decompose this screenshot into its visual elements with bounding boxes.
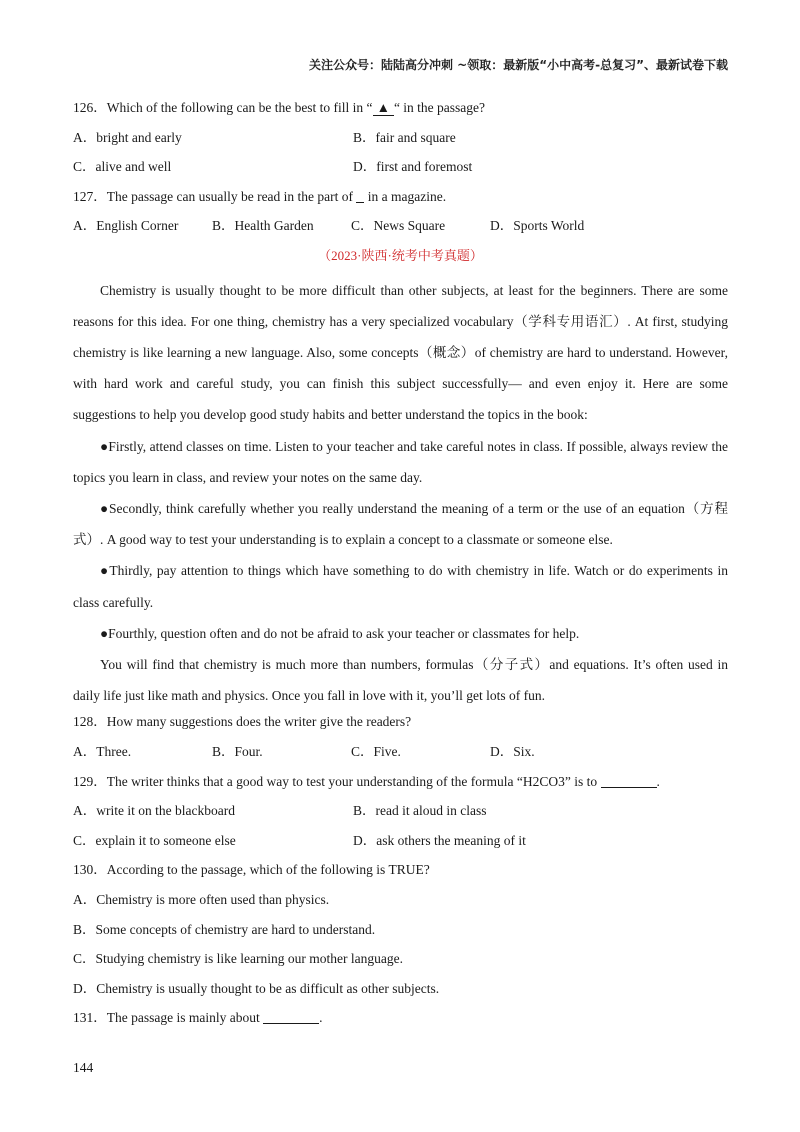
question-stem-end: in a magazine. (367, 188, 447, 204)
question-number: 130． (73, 862, 107, 878)
question-128 (73, 711, 728, 741)
passage-paragraph: Chemistry is usually thought to be more difficult than other subjects, at least for the beginners. There are some reasons for this idea. For one thing, chemistry has a very specialized vocabulary（学科专用语汇）. At first, studying chemistry is like learning a new language. Also, some concepts（概念）of chemistry are hard to understand. However, with hard work and careful study, you can finish this subject successfully— and even enjoy it. Here are some suggestions to help you develop good study habits and better understand the topics in the book: (73, 282, 728, 423)
question-number: 126． (73, 100, 107, 115)
option-a: A．English Corner (73, 218, 179, 234)
passage-paragraph: You will find that chemistry is much more than numbers, formulas（分子式）and equations. It’s often used in daily life just like math and physics. Once you fall in love with it, you’ll get lots of fun. (73, 657, 728, 704)
question-stem-end: “ in the passage? (393, 100, 486, 115)
question-number: 128． (73, 714, 107, 730)
question-stem: The passage can usually be read in the part of (106, 188, 354, 204)
passage-suggestion: ●Fourthly, question often and do not be afraid to ask your teacher or classmates for help. (100, 625, 580, 641)
options-row (73, 741, 728, 771)
answer-blank (356, 188, 364, 203)
question-131 (73, 1007, 728, 1037)
option-d: D．first and foremost (353, 159, 473, 175)
option-a: A．Chemistry is more often used than physics. (73, 891, 330, 907)
option-c: C．alive and well (73, 159, 172, 175)
option-b: B．Health Garden (212, 218, 314, 234)
option-b: B．Some concepts of chemistry are hard to understand. (73, 921, 376, 937)
page-number: 144 (73, 1060, 94, 1075)
answer-blank (263, 1009, 319, 1024)
question-number: 127． (73, 188, 107, 204)
question-number: 129． (73, 773, 107, 789)
options-row (73, 156, 728, 186)
question-stem-end: . (319, 1010, 323, 1026)
option-a: A．Three. (73, 744, 132, 759)
option-a: A．bright and early (73, 129, 182, 145)
question-stem: According to the passage, which of the following is TRUE? (106, 862, 430, 878)
option-d: D．Sports World (490, 218, 585, 234)
option-d: D．ask others the meaning of it (353, 832, 526, 848)
option-b: B．Four. (212, 744, 263, 759)
page-header: 关注公众号：陆陆高分冲刺 ~领取：最新版“小中高考-总复习”、最新试卷下载 (309, 58, 728, 72)
options-row (73, 127, 728, 157)
passage-suggestion: ●Secondly, think carefully whether you really understand the meaning of a term or the use of an equation（方程式）. A good way to test your understanding is to explain a concept to a classmate or someone else. (73, 500, 728, 548)
question-number: 131． (73, 1010, 107, 1026)
question-stem: The writer thinks that a good way to test your understanding of the formula “H2CO3” is to (106, 773, 598, 789)
option-d: D．Six. (490, 744, 535, 759)
option-c: C．Studying chemistry is like learning our mother language. (73, 951, 403, 967)
question-stem: Which of the following can be the best to fill in “ (106, 100, 373, 115)
question-stem: The passage is mainly about (106, 1010, 260, 1026)
triangle-marker-icon: ▲ (373, 100, 394, 116)
options-row (73, 830, 728, 860)
document-body (73, 97, 728, 1037)
option-b: B．read it aloud in class (353, 803, 487, 819)
answer-blank (601, 773, 657, 788)
option-c: C．Five. (351, 744, 401, 759)
passage-suggestion: ●Thirdly, pay attention to things which have something to do with chemistry in life. Watch or do experiments in class carefully. (73, 563, 728, 610)
option-c: C．News Square (351, 218, 446, 234)
exam-source-label: （2023·陕西·统考中考真题） (318, 247, 483, 263)
option-b: B．fair and square (353, 129, 456, 145)
question-stem-end: . (656, 773, 660, 789)
question-129 (73, 771, 728, 801)
option-d: D．Chemistry is usually thought to be as difficult as other subjects. (73, 980, 440, 996)
question-stem: How many suggestions does the writer give the readers? (106, 714, 412, 730)
question-127 (73, 186, 728, 216)
option-c: C．explain it to someone else (73, 832, 236, 848)
option-a: A．write it on the blackboard (73, 803, 235, 819)
options-row (73, 800, 728, 830)
passage-suggestion: ●Firstly, attend classes on time. Listen to your teacher and take careful notes in class. If possible, always review the topics you learn in class, and review your notes on the same day. (73, 438, 728, 485)
question-130 (73, 859, 728, 889)
question-126 (73, 97, 728, 127)
options-row (73, 215, 728, 245)
